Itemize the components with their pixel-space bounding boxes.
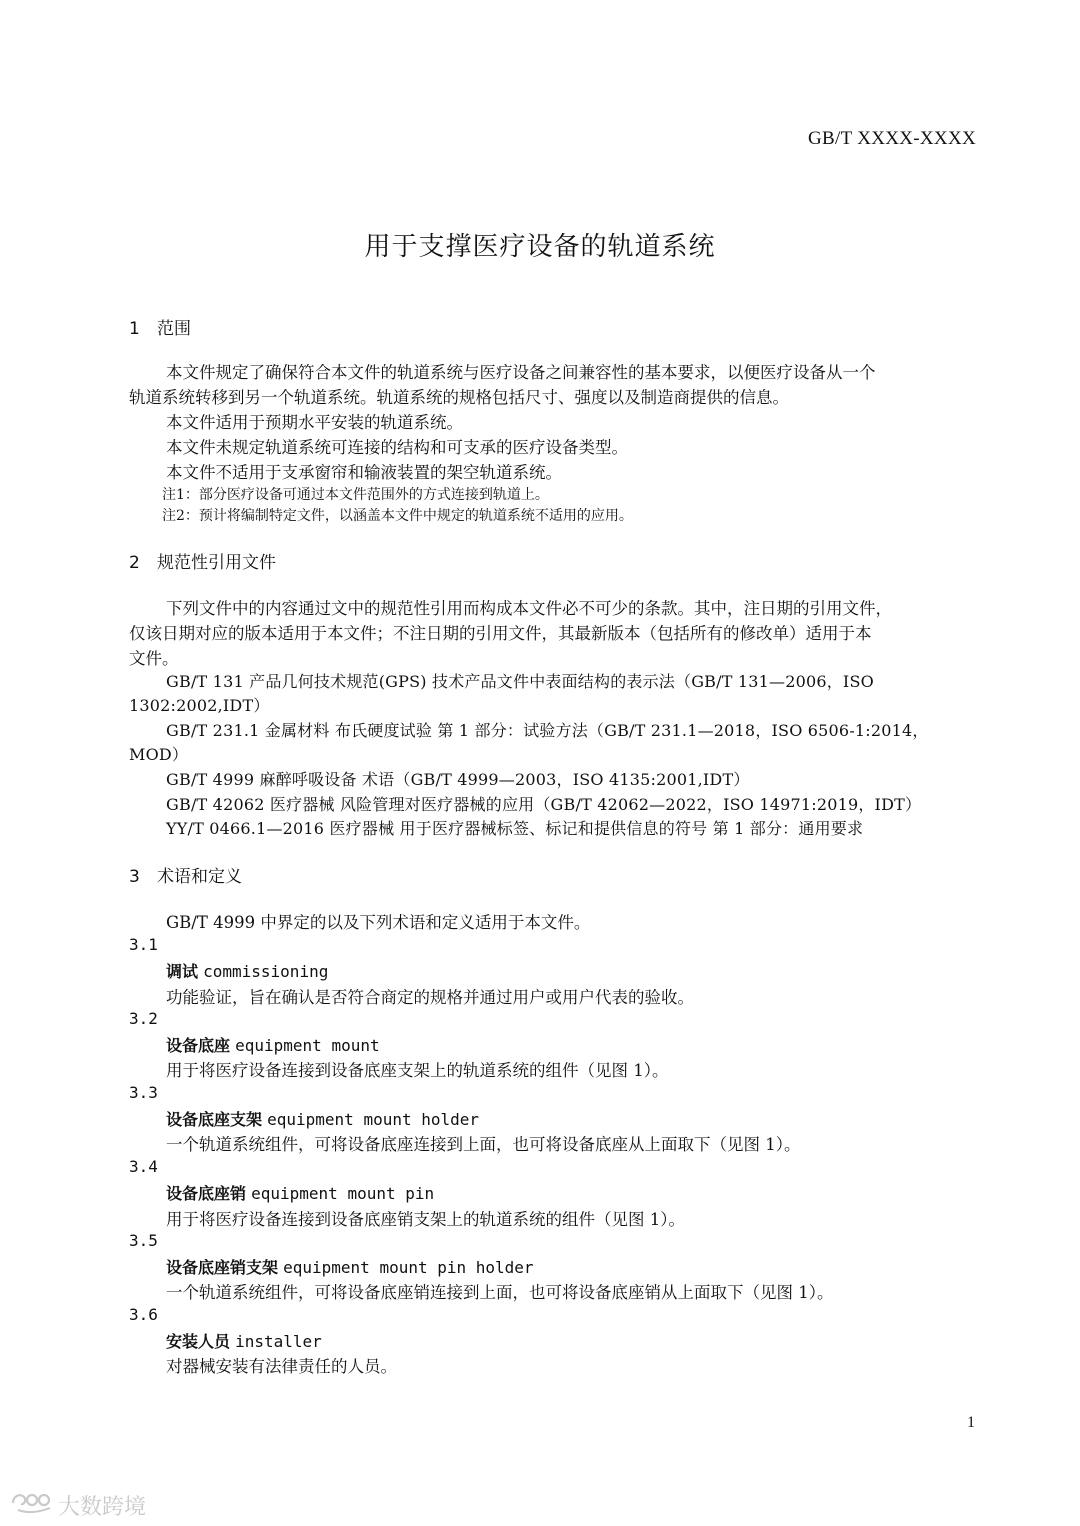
section-1-heading — [129, 314, 191, 339]
section-title: 术语和定义 — [157, 867, 242, 887]
paragraph: 本文件规定了确保符合本文件的轨道系统与医疗设备之间兼容性的基本要求，以便医疗设备从一个 — [166, 363, 876, 382]
term-zh: 安装人员 — [166, 1332, 231, 1351]
section-number: 2 — [129, 553, 140, 573]
document-code: GB/T XXXX-XXXX — [808, 128, 976, 149]
term-number: 3.5 — [129, 1231, 158, 1250]
term-en: commissioning — [203, 962, 329, 981]
reference-entry: GB/T 42062 医疗器械 风险管理对医疗器械的应用（GB/T 42062—2022，ISO 14971:2019，IDT） — [166, 795, 922, 814]
term-zh: 设备底座销 — [166, 1184, 247, 1203]
term-definition: 一个轨道系统组件，可将设备底座销连接到上面，也可将设备底座销从上面取下（见图 1）。 — [166, 1283, 834, 1302]
paragraph: 轨道系统转移到另一个轨道系统。轨道系统的规格包括尺寸、强度以及制造商提供的信息。 — [129, 388, 789, 407]
section-2-heading — [129, 548, 276, 573]
term-entry — [166, 1033, 380, 1056]
page-number: 1 — [967, 1414, 975, 1431]
note: 注1：部分医疗设备可通过本文件范围外的方式连接到轨道上。 — [162, 487, 549, 503]
term-zh: 设备底座 — [166, 1036, 231, 1055]
term-zh: 设备底座支架 — [166, 1110, 263, 1129]
term-en: equipment mount — [235, 1036, 380, 1055]
reference-entry: YY/T 0466.1—2016 医疗器械 用于医疗器械标签、标记和提供信息的符号 第 1 部分：通用要求 — [166, 819, 864, 838]
paragraph: 本文件未规定轨道系统可连接的结构和可支承的医疗设备类型。 — [166, 438, 628, 457]
paragraph: 本文件不适用于支承窗帘和输液装置的架空轨道系统。 — [166, 463, 562, 482]
term-number: 3.6 — [129, 1305, 158, 1324]
term-definition: 用于将医疗设备连接到设备底座支架上的轨道系统的组件（见图 1）。 — [166, 1061, 669, 1080]
document-title: 用于支撑医疗设备的轨道系统 — [364, 232, 716, 262]
term-en: equipment mount pin holder — [283, 1258, 534, 1277]
term-entry — [166, 1181, 434, 1204]
term-definition: 用于将医疗设备连接到设备底座销支架上的轨道系统的组件（见图 1）。 — [166, 1210, 685, 1229]
reference-entry: GB/T 4999 麻醉呼吸设备 术语（GB/T 4999—2003，ISO 4135:2001,IDT） — [166, 770, 750, 789]
paragraph: 本文件适用于预期水平安装的轨道系统。 — [166, 413, 463, 432]
paragraph: GB/T 4999 中界定的以及下列术语和定义适用于本文件。 — [166, 913, 591, 932]
section-title: 范围 — [157, 319, 191, 339]
term-entry — [166, 1329, 322, 1352]
term-definition: 功能验证，旨在确认是否符合商定的规格并通过用户或用户代表的验收。 — [166, 988, 694, 1007]
reference-entry: MOD） — [129, 745, 189, 764]
term-zh: 调试 — [166, 962, 199, 981]
paragraph: 下列文件中的内容通过文中的规范性引用而构成本文件必不可少的条款。其中，注日期的引用文件， — [166, 599, 892, 618]
term-entry — [166, 959, 328, 982]
term-en: equipment mount pin — [251, 1184, 435, 1203]
section-number: 3 — [129, 867, 140, 887]
term-number: 3.3 — [129, 1083, 158, 1102]
term-en: equipment mount holder — [267, 1110, 480, 1129]
note: 注2：预计将编制特定文件，以涵盖本文件中规定的轨道系统不适用的应用。 — [162, 508, 633, 524]
logo-mark-icon — [10, 1491, 54, 1521]
reference-entry: 1302:2002,IDT） — [129, 696, 270, 715]
watermark-text: 大数跨境 — [58, 1495, 147, 1520]
term-number: 3.2 — [129, 1009, 158, 1028]
term-number: 3.1 — [129, 935, 158, 954]
watermark — [10, 1490, 146, 1521]
section-3-heading — [129, 862, 242, 887]
term-number: 3.4 — [129, 1157, 158, 1176]
paragraph: 仅该日期对应的版本适用于本文件；不注日期的引用文件，其最新版本（包括所有的修改单）适用于本 — [129, 624, 872, 643]
paragraph: 文件。 — [129, 649, 179, 668]
section-title: 规范性引用文件 — [157, 553, 276, 573]
term-zh: 设备底座销支架 — [166, 1258, 279, 1277]
section-number: 1 — [129, 319, 140, 339]
reference-entry: GB/T 231.1 金属材料 布氏硬度试验 第 1 部分：试验方法（GB/T 231.1—2018，ISO 6506-1:2014， — [166, 721, 929, 740]
term-entry — [166, 1255, 534, 1278]
term-en: installer — [235, 1332, 322, 1351]
reference-entry: GB/T 131 产品几何技术规范(GPS) 技术产品文件中表面结构的表示法（GB/T 131—2006，ISO — [166, 672, 874, 691]
term-entry — [166, 1107, 479, 1130]
term-definition: 一个轨道系统组件，可将设备底座连接到上面，也可将设备底座从上面取下（见图 1）。 — [166, 1135, 801, 1154]
term-definition: 对器械安装有法律责任的人员。 — [166, 1357, 397, 1376]
